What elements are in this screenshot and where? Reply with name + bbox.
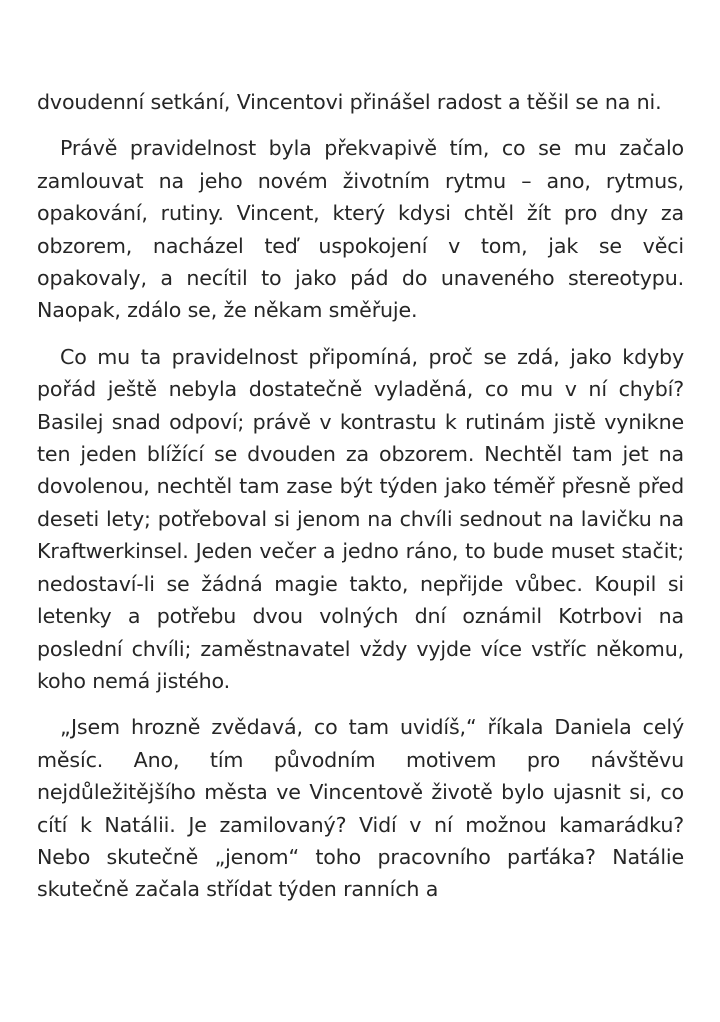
paragraph-3: Co mu ta pravidelnost připomíná, proč se zdá, jako kdyby pořád ještě nebyla dostatečně vyladěná, co mu v ní chybí? Basilej snad odpoví; právě v kontrastu k rutinám jistě vynikne ten jeden blížící se dvouden za obzorem. Nechtěl tam jet na dovolenou, nechtěl tam zase být týden jako téměř přesně před deseti lety; potřeboval si jenom na chvíli sednout na lavičku na Kraftwerkinsel. Jeden večer a jedno ráno, to bude muset stačit; nedostaví-li se žádná magie takto, nepřijde vůbec. Koupil si letenky a potřebu dvou volných dní oznámil Kotrbovi na poslední chvíli; zaměstnavatel vždy vyjde více vstříc někomu, koho nemá jistého.	[37, 344, 684, 693]
book-page	[37, 86, 684, 906]
paragraph-2: Právě pravidelnost byla překvapivě tím, co se mu začalo zamlouvat na jeho novém životním rytmu – ano, rytmus, opakování, rutiny. Vincent, který kdysi chtěl žít pro dny za obzorem, nacházel teď uspokojení v tom, jak se věci opakovaly, a necítil to jako pád do unaveného stereotypu. Naopak, zdálo se, že někam směřuje.	[37, 136, 684, 323]
paragraph-4: „Jsem hrozně zvědavá, co tam uvidíš,“ říkala Daniela celý měsíc. Ano, tím původním motivem pro návštěvu nejdůležitějšího města ve Vincentově životě bylo ujasnit si, co cítí k Natálii. Je zamilovaný? Vidí v ní možnou kamarádku? Nebo skutečně „jenom“ toho pracovního parťáka? Natálie skutečně začala střídat týden ranních a	[37, 715, 684, 902]
paragraph-1: dvoudenní setkání, Vincentovi přinášel radost a těšil se na ni.	[37, 90, 662, 114]
